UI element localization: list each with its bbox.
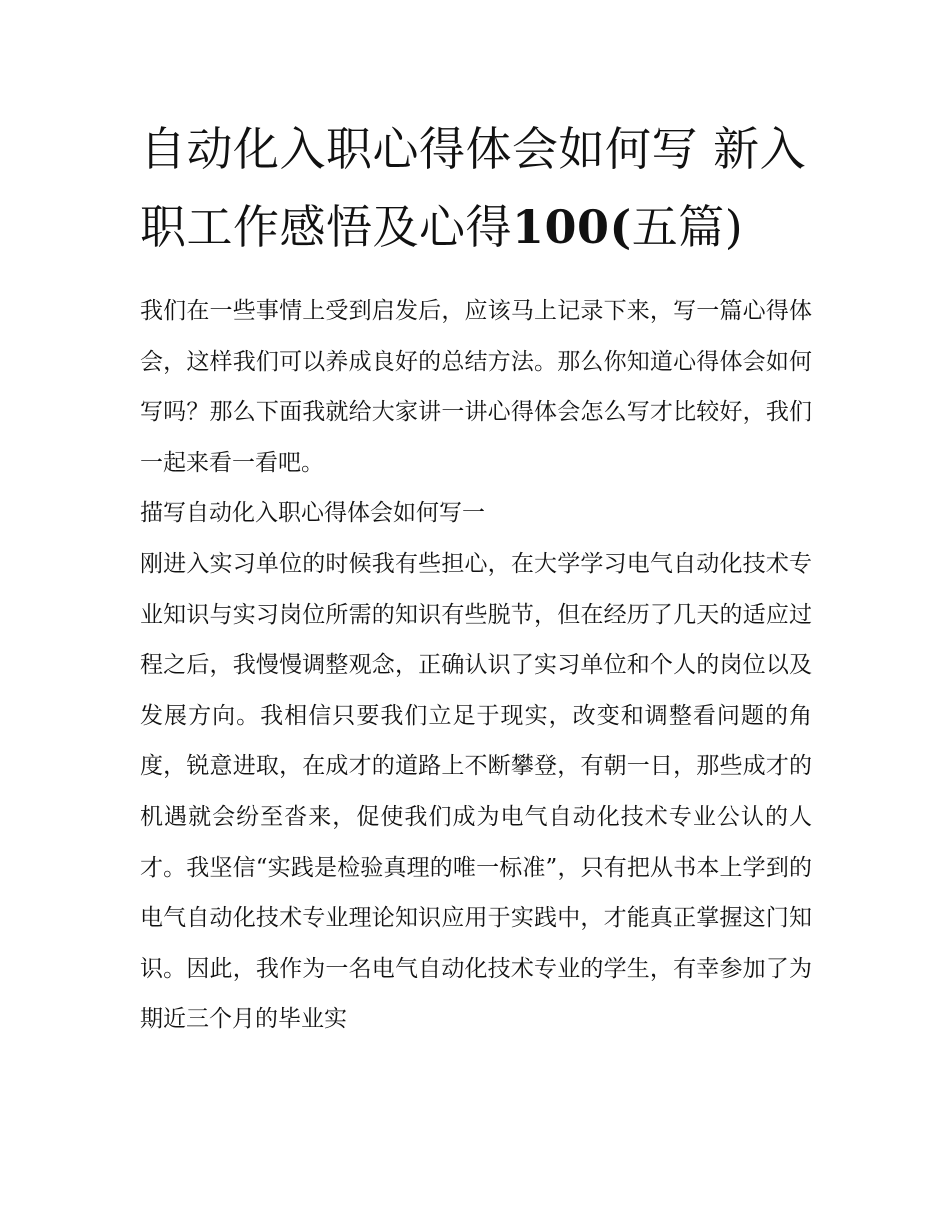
title-suffix: 五篇) bbox=[631, 200, 744, 254]
section-heading: 描写自动化入职心得体会如何写一 bbox=[140, 500, 485, 527]
title-text: 自动化入职心得体会如何写 新入职工作感悟及心得 bbox=[140, 122, 807, 254]
intro-paragraph: 我们在一些事情上受到启发后，应该马上记录下来，写一篇心得体会，这样我们可以养成良好的总结方法。那么你知道心得体会如何写吗？那么下面我就给大家讲一讲心得体会怎么写才比较好，我们一起来看一看吧。 bbox=[140, 298, 812, 476]
document-title bbox=[140, 110, 812, 266]
document-page bbox=[140, 110, 812, 1045]
title-number: 100( bbox=[512, 200, 632, 254]
body-paragraph: 刚进入实习单位的时候我有些担心，在大学学习电气自动化技术专业知识与实习岗位所需的知识有些脱节，但在经历了几天的适应过程之后，我慢慢调整观念，正确认识了实习单位和个人的岗位以及发展方向。我相信只要我们立足于现实，改变和调整看问题的角度，锐意进取，在成才的道路上不断攀登，有朝一日，那些成才的机遇就会纷至沓来，促使我们成为电气自动化技术专业公认的人才。我坚信“实践是检验真理的唯一标准”，只有把从书本上学到的电气自动化技术专业理论知识应用于实践中，才能真正掌握这门知识。因此，我作为一名电气自动化技术专业的学生，有幸参加了为期近三个月的毕业实 bbox=[140, 550, 812, 1033]
